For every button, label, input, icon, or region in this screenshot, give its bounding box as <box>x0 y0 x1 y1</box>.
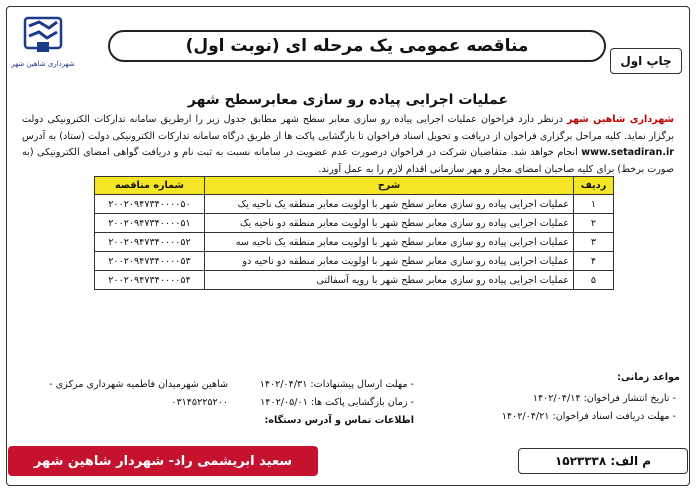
schedule-column-2 <box>260 376 414 430</box>
footer <box>8 446 688 476</box>
offer-deadline: - مهلت ارسال پیشنهادات: ۱۴۰۲/۰۴/۳۱ <box>259 379 414 390</box>
table-header-row <box>95 177 614 195</box>
notice-subtitle: عملیات اجرایی پیاده رو سازی معابرسطح شهر <box>187 92 509 108</box>
row-number: ۳ <box>574 233 614 252</box>
publish-date: - تاریخ انتشار فراخوان: ۱۴۰۲/۰۴/۱۴ <box>532 393 676 404</box>
row-number: ۴ <box>574 252 614 271</box>
row-description: عملیات اجرایی پیاده رو سازی معابر سطح شهر با اولویت معابر منطقه یک ناحیه یک <box>205 195 574 214</box>
row-description: عملیات اجرایی پیاده رو سازی معابر سطح شهر با رویه آسفالتی <box>205 271 574 290</box>
col-header-desc: شرح <box>205 177 574 195</box>
table-row <box>95 195 614 214</box>
publication-code: م الف: ۱۵۲۳۳۳۸ <box>518 448 688 474</box>
setad-link[interactable]: www.setadiran.ir <box>581 147 674 158</box>
row-tender-code: ۲۰۰۲۰۹۴۷۳۴۰۰۰۰۵۳ <box>95 252 205 271</box>
table-row <box>95 233 614 252</box>
row-number: ۵ <box>574 271 614 290</box>
table-row <box>95 252 614 271</box>
table-row <box>95 214 614 233</box>
intro-paragraph <box>22 112 674 178</box>
docs-deadline: - مهلت دریافت اسناد فراخوان: ۱۴۰۲/۰۴/۲۱ <box>501 411 676 422</box>
phone: ۰۳۱۴۵۲۲۵۲۰۰ <box>171 397 228 408</box>
col-header-code: شماره مناقصه <box>95 177 205 195</box>
logo-text: شهرداری شاهین شهر <box>11 60 75 68</box>
row-description: عملیات اجرایی پیاده رو سازی معابر سطح شهر با اولویت معابر منطقه یک ناحیه سه <box>205 233 574 252</box>
address: شاهین شهرمیدان فاطمیه شهرداری مرکزی - <box>49 379 228 390</box>
signer-banner: سعید ابریشمی راد- شهردار شاهین شهر <box>8 446 318 476</box>
schedule-section <box>0 372 696 428</box>
table-row <box>95 271 614 290</box>
contact-label: اطلاعات تماس و آدرس دستگاه: <box>264 415 414 426</box>
print-badge: چاپ اول <box>610 48 682 74</box>
schedule-column-1 <box>502 390 676 426</box>
row-tender-code: ۲۰۰۲۰۹۴۷۳۴۰۰۰۰۵۲ <box>95 233 205 252</box>
row-description: عملیات اجرایی پیاده رو سازی معابر سطح شهر با اولویت معابر منطقه دو ناحیه دو <box>205 252 574 271</box>
row-tender-code: ۲۰۰۲۰۹۴۷۳۴۰۰۰۰۵۰ <box>95 195 205 214</box>
row-tender-code: ۲۰۰۲۰۹۴۷۳۴۰۰۰۰۵۱ <box>95 214 205 233</box>
col-header-row: ردیف <box>574 177 614 195</box>
header <box>8 8 688 86</box>
municipality-logo <box>11 14 75 76</box>
municipality-logo-icon <box>19 14 67 58</box>
row-tender-code: ۲۰۰۲۰۹۴۷۳۴۰۰۰۰۵۴ <box>95 271 205 290</box>
schedule-column-3 <box>49 376 228 412</box>
organization-name: شهرداری شاهین شهر <box>566 114 674 125</box>
opening-date: - زمان بازگشایی پاکت ها: ۱۴۰۲/۰۵/۰۱ <box>260 397 414 408</box>
row-number: ۱ <box>574 195 614 214</box>
tender-table <box>94 176 614 290</box>
row-number: ۲ <box>574 214 614 233</box>
intro-text-1: درنظر دارد فراخوان عملیات اجرایی پیاده رو سازی معابر سطح شهر مطابق جدول زیر را ازطریق سامانه تدارکات الکترونیکی دولت برگزار نماید. کلیه مراحل برگزاری فراخوان از دریافت و تحویل اسناد فراخوان تا بازگشایی پاکت ها از طریق درگاه سامانه تدارکات الکترونیکی دولت (ستاد) به آدرس <box>22 114 674 142</box>
row-description: عملیات اجرایی پیاده رو سازی معابر سطح شهر با اولویت معابر منطقه دو ناحیه یک <box>205 214 574 233</box>
intro-text-2: انجام خواهد شد. متقاضیان شرکت در فراخوان درصورت عدم عضویت در سامانه نسبت به ثبت نام و دریافت گواهی امضای الکترونیکی (به صورت برخط) برای کلیه صاحبان امضای مجاز و مهر سازمانی اقدام لازم را به عمل آورند. <box>22 147 674 175</box>
page-title: مناقصه عمومی یک مرحله ای (نوبت اول) <box>108 30 606 62</box>
schedule-label: مواعد زمانی: <box>617 372 680 383</box>
